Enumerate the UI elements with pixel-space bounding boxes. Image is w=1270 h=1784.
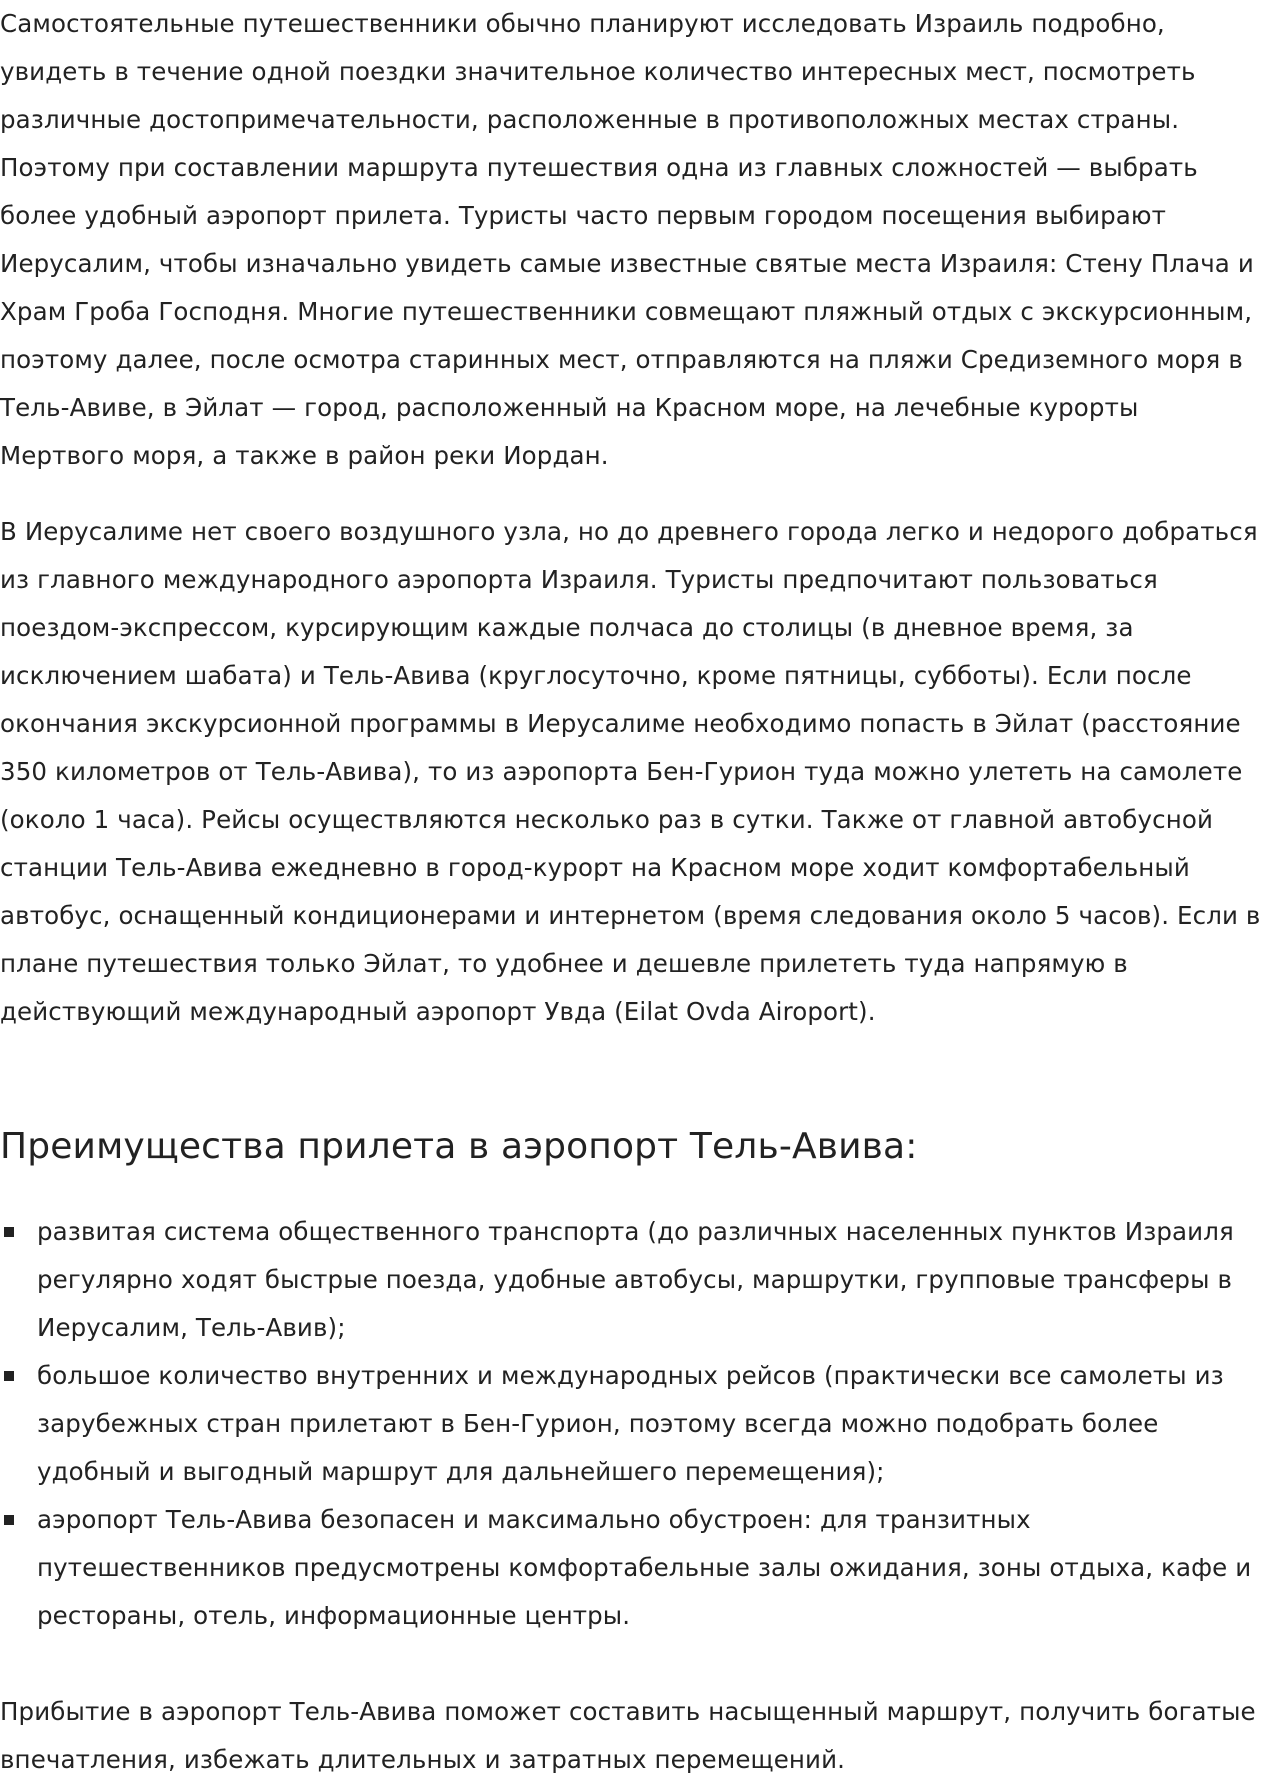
list-item	[0, 1496, 1268, 1640]
transport-paragraph: В Иерусалиме нет своего воздушного узла, но до древнего города легко и недорого добраться из главного международного аэропорта Израиля. Туристы предпочитают пользоваться поездом-экспрессом, курсирующим каждые полчаса до столицы (в дневное время, за исключением шабата) и Тель-Авива (круглосуточно, кроме пятницы, субботы). Если после окончания экскурсионной программы в Иерусалиме необходимо попасть в Эйлат (расстояние 350 километров от Тель-Авива), то из аэропорта Бен-Гурион туда можно улететь на самолете (около 1 часа). Рейсы осуществляются несколько раз в сутки. Также от главной автобусной станции Тель-Авива ежедневно в город-курорт на Красном море ходит комфортабельный автобус, оснащенный кондиционерами и интернетом (время следования около 5 часов). Если в плане путешествия только Эйлат, то удобнее и дешевле прилететь туда напрямую в действующий международный аэропорт Увда (Eilat Ovda Airoport).	[0, 517, 1261, 1026]
benefits-list	[0, 1208, 1268, 1640]
list-item-text: развитая система общественного транспорта (до различных населенных пунктов Израиля регулярно ходят быстрые поезда, удобные автобусы, маршрутки, групповые трансферы в Иерусалим, Тель-Авив);	[37, 1217, 1234, 1342]
square-bullet-icon	[4, 1227, 14, 1237]
list-item-text: большое количество внутренних и международных рейсов (практически все самолеты из зарубежных стран прилетают в Бен-Гурион, поэтому всегда можно подобрать более удобный и выгодный маршрут для дальнейшего перемещения);	[37, 1361, 1224, 1486]
conclusion-paragraph: Прибытие в аэропорт Тель-Авива поможет составить насыщенный маршрут, получить богатые впечатления, избежать длительных и затратных перемещений.	[0, 1697, 1256, 1774]
square-bullet-icon	[4, 1515, 14, 1525]
intro-paragraph: Самостоятельные путешественники обычно планируют исследовать Израиль подробно, увидеть в течение одной поездки значительное количество интересных мест, посмотреть различные достопримечательности, расположенные в противоположных местах страны. Поэтому при составлении маршрута путешествия одна из главных сложностей — выбрать более удобный аэропорт прилета. Туристы часто первым городом посещения выбирают Иерусалим, чтобы изначально увидеть самые известные святые места Израиля: Стену Плача и Храм Гроба Господня. Многие путешественники совмещают пляжный отдых с экскурсионным, поэтому далее, после осмотра старинных мест, отправляются на пляжи Средиземного моря в Тель-Авиве, в Эйлат — город, расположенный на Красном море, на лечебные курорты Мертвого моря, а также в район реки Иордан.	[0, 9, 1254, 470]
section-heading: Преимущества прилета в аэропорт Тель-Авива:	[0, 1126, 918, 1167]
square-bullet-icon	[4, 1371, 14, 1381]
list-item	[0, 1352, 1268, 1496]
list-item-text: аэропорт Тель-Авива безопасен и максимально обустроен: для транзитных путешественников предусмотрены комфортабельные залы ожидания, зоны отдыха, кафе и рестораны, отель, информационные центры.	[37, 1505, 1252, 1630]
list-item	[0, 1208, 1268, 1352]
